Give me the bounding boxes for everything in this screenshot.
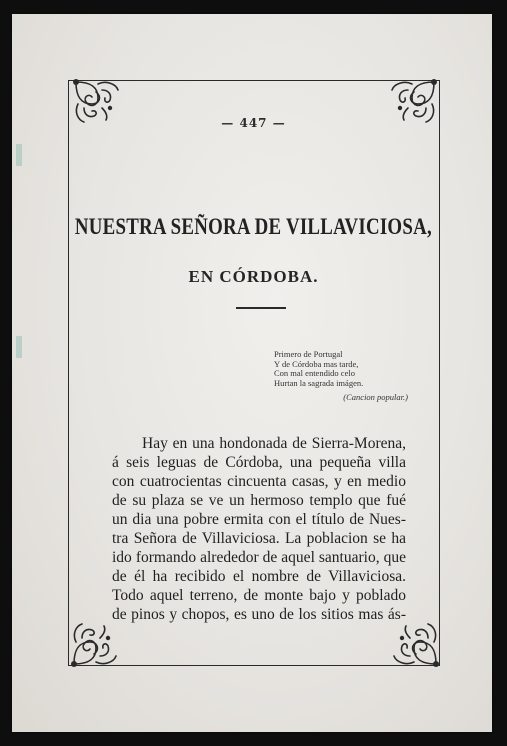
binding-thread-mark <box>16 336 22 358</box>
body-line: tra Señora de Villaviciosa. La poblacion se ha <box>112 530 406 547</box>
epigraph-source: (Cancion popular.) <box>343 392 408 402</box>
corner-ornament-icon <box>390 622 440 668</box>
epigraph-verse <box>274 350 404 388</box>
chapter-title: NUESTRA SEÑORA DE VILLAVICIOSA, <box>74 214 432 239</box>
body-line: de pinos y chopos, es uno de los sitios mas ás- <box>112 606 406 623</box>
body-line: á seis leguas de Córdoba, una pequeña villa <box>112 454 406 471</box>
epigraph-line: Hurtan la sagrada imágen. <box>274 377 364 388</box>
body-line: de él ha recibido el nombre de Villaviciosa. <box>112 568 406 585</box>
page-number: — 447 — <box>221 116 286 130</box>
body-line: ido formando alrededor de aquel santuario, que <box>112 549 406 566</box>
body-line: Hay en una hondonada de Sierra-Morena, <box>142 435 406 452</box>
title-divider <box>236 307 286 309</box>
chapter-subtitle: EN CÓRDOBA. <box>188 267 319 286</box>
body-line: de su plaza se ve un hermoso templo que fué <box>112 492 406 509</box>
epigraph-line: Con mal entendido celo <box>274 368 355 379</box>
body-line: Todo aquel terreno, de monte bajo y poblado <box>112 587 406 604</box>
body-paragraph <box>112 434 406 624</box>
binding-thread-mark <box>16 144 22 166</box>
corner-ornament-icon <box>70 622 120 668</box>
body-line: un dia una pobre ermita con el título de Nues- <box>112 511 406 528</box>
epigraph-line: Primero de Portugal <box>274 349 343 359</box>
body-line: con cuatrocientas cincuenta casas, y en medio <box>112 473 406 490</box>
epigraph-line: Y de Córdoba mas tarde, <box>274 358 359 369</box>
